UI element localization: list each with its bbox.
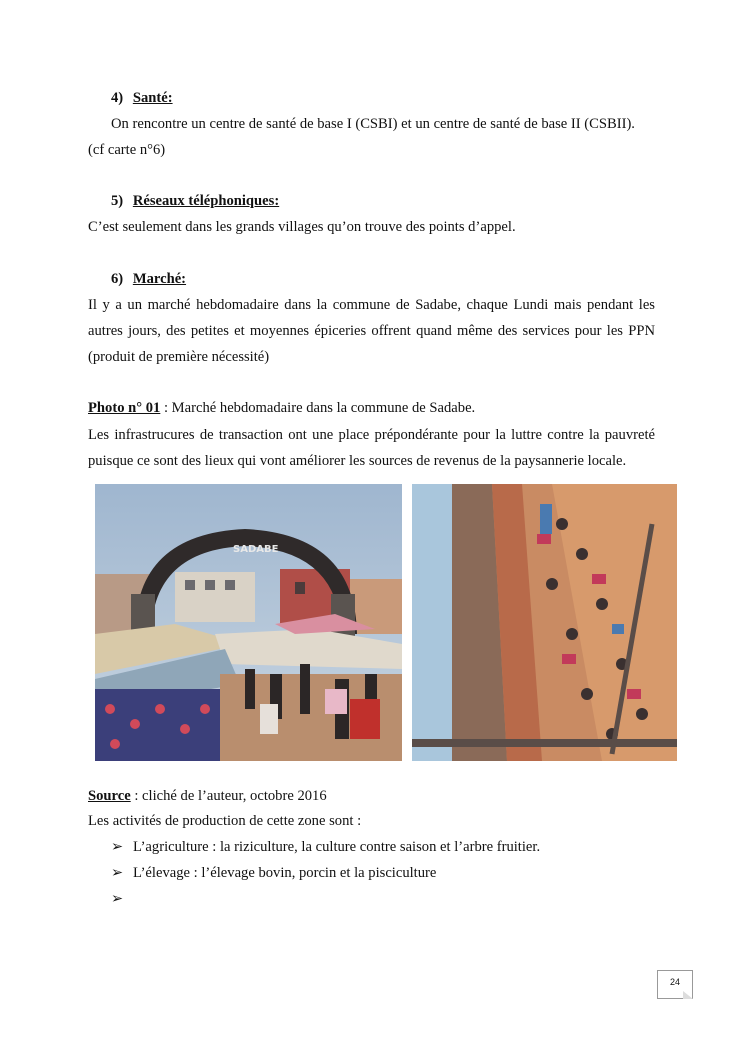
list-item [111,891,123,907]
section-6-line-1: Il y a un marché hebdomadaire dans la commune de Sadabe, chaque Lundi mais pendant les [88,297,655,313]
section-5-title: Réseaux téléphoniques: [132,193,280,209]
list-item-text: L’élevage : l’élevage bovin, porcin et la pisciculture [133,865,437,881]
arch-sign-text: SADABE [233,544,279,555]
section-6-line-3: (produit de première nécessité) [88,349,270,365]
page-number: 24 [669,977,680,987]
section-6-number: 6) [111,271,124,287]
photo-caption [88,400,475,416]
section-6-heading [111,271,186,287]
section-4-line-1: On rencontre un centre de santé de base I (CSBI) et un centre de santé de base II (CSBII). [111,116,635,132]
arrow-bullet-icon: ➢ [111,865,124,881]
photo-market-aerial-image [412,484,677,761]
section-6-line-2: autres jours, des petites et moyennes épiceries offrent quand même des services pour les PPN [88,323,655,339]
list-item-text: L’agriculture : la riziculture, la culture contre saison et l’arbre fruitier. [133,839,541,855]
photo-label: Photo n° 01 [88,400,161,416]
section-5-line-1: C’est seulement dans les grands villages qu’on trouve des points d’appel. [88,219,516,235]
section-4-title: Santé: [132,90,173,106]
photo-market-arch-image [95,484,402,761]
section-5-number: 5) [111,193,124,209]
photo-caption-text: : Marché hebdomadaire dans la commune de Sadabe. [160,400,476,416]
photo-market-aerial [412,484,677,761]
source-line [88,788,327,804]
paragraph-line-1: Les infrastrucures de transaction ont une place prépondérante pour la luttre contre la pauvreté [88,427,655,443]
photo-market-arch [95,484,402,761]
source-label: Source [88,788,131,804]
section-5-heading [111,193,279,209]
list-item [111,865,437,881]
section-6-title: Marché: [132,271,187,287]
section-4-heading [111,90,173,106]
section-4-line-2: (cf carte n°6) [88,142,166,158]
page-number-box [657,970,693,999]
page-curl-icon [683,991,693,999]
section-4-number: 4) [111,90,124,106]
paragraph-line-2: puisque ce sont des lieux qui vont améliorer les sources de revenus de la paysannerie locale. [88,453,627,469]
activities-intro: Les activités de production de cette zone sont : [88,813,362,829]
source-text: : cliché de l’auteur, octobre 2016 [130,788,327,804]
list-item [111,839,541,855]
arrow-bullet-icon: ➢ [111,891,124,907]
arrow-bullet-icon: ➢ [111,839,124,855]
